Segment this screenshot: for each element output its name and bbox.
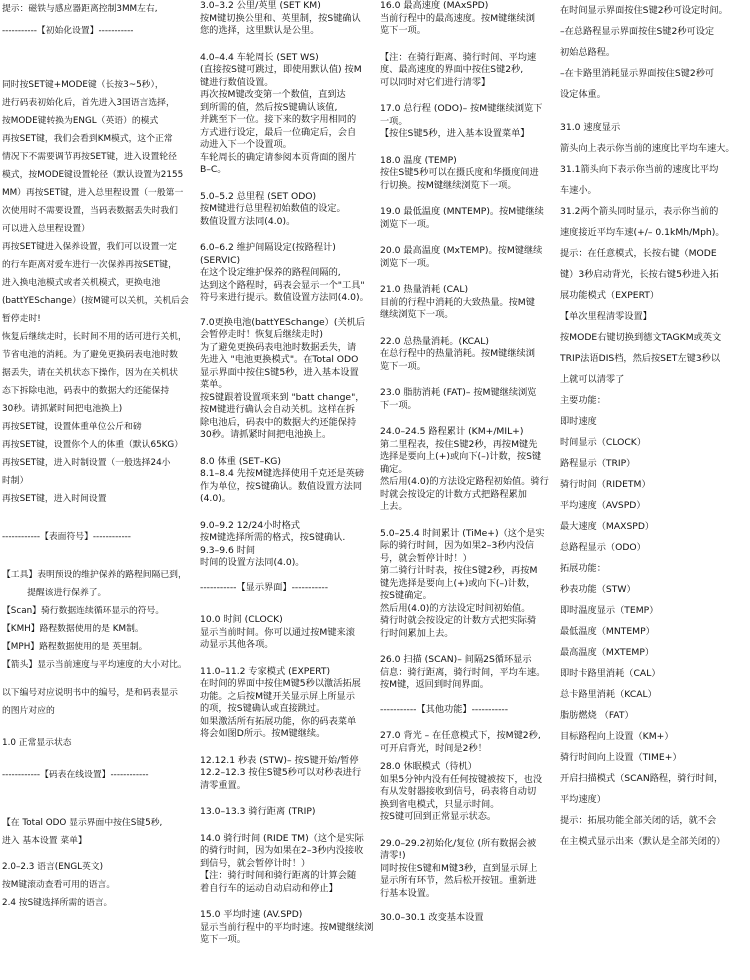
text-block: 21.0 热量消耗 (CAL) 目前的行程中消耗的大致热量。按M键 继续浏览下一项。 xyxy=(380,284,535,320)
text-block: 11.0–11.2 专家模式 (EXPERT) 在时间的界面中按住M键5秒以激活拓展 功能。之后按M键开关显示屏上所显示 的项，按S键确认或直接跳过。 如果激活所有拓展功能，你的码表菜单 将会如图D所示。按M键继续。 xyxy=(200,665,361,739)
text-block: 28.0 休眠模式（待机） 如果5分钟内没有任何按键被按下，也没 有从发射器接收到信号，码表将自动切 换到省电模式，只显示时间。 按S键可回到正常显示状态。 xyxy=(380,761,543,822)
text-block: 30.0–30.1 改变基本设置 xyxy=(380,912,484,923)
text-block: 【在 Total ODO 显示界面中按住S键5秒, 进入 基本设置 菜单】 xyxy=(2,818,163,846)
text-block: 在时间显示界面按住S键2秒可设定时间。 –在总路程显示界面按住S键2秒可设定 初始总路程。 –在卡路里消耗显示界面按住S键2秒可 设定体重。 xyxy=(560,5,728,100)
text-block: 22.0 总热量消耗。(KCAL) 在总行程中的热量消耗。按M键继续浏 览下一项。 xyxy=(380,335,535,372)
text-block: 14.0 骑行时间 (RIDE TM)（这个是实际 的骑行时间，因为如果在2–3秒内没接收 到信号，就会暂停计时！） 【注：骑行时间和骑行距离的计算会随 着自行车的运动自动启动和停止】 xyxy=(200,832,364,894)
text-block: 13.0–13.3 骑行距离 (TRIP) xyxy=(200,806,316,817)
text-block: 5.0–25.4 时间累计 (TiMe+)（这个是实 际的骑行时间，因为如果2–3秒内没信 号，就会暂停计时！） 第二骑行计时表，按住S键2秒，再按M 键先选择是要向上(+)或向下(–)计数， 按S键确定。 然后用(4.0)的方法设定时间初始值。 骑行时就会按设定的计数方式把实际骑 行时间累加上去。 xyxy=(380,527,545,639)
text-block: 19.0 最低温度 (MNTEMP)。按M键继续 浏览下一项。 xyxy=(380,206,544,230)
text-block: 29.0–29.2初始化/复位 (所有数据会被 清零!) 同时按住S键和M键3秒，直到显示屏上 显示所有环节，然后松开按钮。重新进 行基本设置。 xyxy=(380,837,538,899)
text-block: 【单次里程清零设置】 按MODE右键切换到德文TAGKM或英文 TRIP法语DIS档，然后按SET左键3秒以 上就可以清零了 主要功能： 即时速度 时间显示（CLOCK） 路程显示（TRIP） 骑行时间（RIDETM） 平均速度（AVSPD） 最大速度（MAXSPD） 总路程显示（ODO） 拓展功能： 秒表功能（STW） 即时温度显示（TEMP） 最低温度（MNTEMP） 最高温度（MXTEMP） 即时卡路里消耗（CAL） 总卡路里消耗（KCAL） 脂肪燃烧 （FAT） 目标路程向上设置（KM+） 骑行时间向上设置（TIME+） 开启扫描模式（SCAN路程，骑行时间， 平均速度） 提示：拓展功能全部关闭的话，就不会 在主模式显示出来（默认是全部关闭的） xyxy=(560,311,726,847)
text-block: 【工具】表明预设的维护保养的路程间隔已到， 提醒该进行保养了。 【Scan】骑行数据连续循环显示的符号。 【KMH】路程数据使用的是 KM制。 【MPH】路程数据使用的是 英里制。 【箭头】显示当前速度与平均速度的大小对比。 xyxy=(2,570,187,670)
text-block: 23.0 脂肪消耗 (FAT)– 按M键继续浏览 下一项。 xyxy=(380,387,537,411)
text-block: 15.0 平均时速 (AV.SPD) 显示当前行程中的平均时速。按M键继续浏 览下一项。 xyxy=(200,909,374,945)
text-block: 16.0 最高速度 (MAxSPD) 当前行程中的最高速度。按M键继续浏 览下一项。 xyxy=(380,0,535,36)
text-block: 26.0 扫描 (SCAN)– 间隔2S循环显示 信息：骑行距离，骑行时间，平均车速。 按M键，返回到时间界面。 xyxy=(380,654,546,690)
text-block: 20.0 最高温度 (MxTEMP)。按M键继续 浏览下一项。 xyxy=(380,245,543,269)
text-block: 4.0–4.4 车轮周长 (SET WS) (直接按S键可跳过，即使用默认值) 按M 键进行数值设置。 再次按M键改变第一个数值，直到达 到所需的值，然后按S键确认该值, 并跳至下一位。接下来的数字用相同的 方式进行设定，最后一位确定后，会自 动进入下一个设置项。 车轮周长的确定请参阅本页背面的图片 B–C。 xyxy=(200,51,362,175)
text-block: 24.0–24.5 路程累计 (KM+/MIL+) 第二里程表，按住S键2秒，再按M键先 选择是要向上(+)或向下(–)计数，按S键 确定。 然后用(4.0)的方法设定路程初始值。骑行 时就会按设定的计数方式把路程累加 上去。 xyxy=(380,426,549,512)
text-block: 7.0更换电池(battYESchange）(关机后 会暂停走时！恢复后继续走时) 为了避免更换码表电池时数据丢失，请 先进入 "电池更换模式"。在Total ODO 显示界面中按住S键5秒，进入基本设置 菜单。 按S键跟着设置项来到 "batt change"， 按M键进行确认会自动关机。这样在拆 除电池后，码表中的数据大约还能保持 30秒。请抓紧时间把电池换上。 xyxy=(200,316,366,440)
column-1 xyxy=(2,0,196,980)
text-block: 27.0 背光 – 在任意模式下，按M键2秒, 可开启背光，时间是2秒！ xyxy=(380,730,541,754)
text-block: 提示：磁铁与感应器距离控制3MM左右, xyxy=(2,4,158,14)
column-4 xyxy=(560,0,748,980)
text-block: 6.0–6.2 维护间隔设定(按路程计) (SERVIC) 在这个设定维护保养的路程间隔的, 达到这个路程时，码表会显示一个"工具" 符号来进行提示。数值设置方法同(4.0)。 xyxy=(200,242,369,303)
text-block: 以下编号对应说明书中的编号，是和码表显示 的图片对应的 xyxy=(2,688,178,716)
section-divider-online: ------------【码表在线设置】------------ xyxy=(2,770,149,780)
text-block: 12.12.1 秒表 (STW)– 按S键开始/暂停 12.2–12.3 按住S键5秒可以对秒表进行 清零重置。 xyxy=(200,754,362,791)
text-block: 17.0 总行程 (ODO)– 按M键继续浏览下 一项。 【按住S键5秒，进入基本设置菜单】 xyxy=(380,103,543,139)
text-block: 同时按SET键+MODE键（长按3~5秒）， 进行码表初始化后，首先进入3国语言选择， 按MODE键转换为ENGL（英语）的模式 再按SET键，我们会看到KM模式，这个正常 情况下不需要调节再按SET键，进入设置轮径 模式，按MODE键设置轮径（默认设置为2155 MM）再按SET键，进入总里程设置（一般第一 次使用时不需要设置，当码表数据丢失时我们 可以进入总里程设置） 再按SET键进入保养设置，我们可以设置一定 的行车距离对爱车进行一次保养再按SET键， 进入换电池模式或者关机模式，更换电池 (battYESchange）(按M键可以关机，关机后会 暂停走时! 恢复后继续走时，长时间不用的话可进行关机， 节省电池的消耗。为了避免更换码表电池时数 据丢失，请在关机状态下操作，因为在关机状 态下拆除电池，码表中的数据大约还能保持 30秒。请抓紧时间把电池换上) 再按SET键，设置体重单位公斤和磅 再按SET键，设置你个人的体重（默认65KG） 再按SET键，进入时制设置（一般选择24小 时制） 再按SET键，进入时间设置 xyxy=(2,80,189,504)
text-block: 18.0 温度 (TEMP) 按住S键5秒可以在摄氏度和华摄度间进 行切换。按M键继续浏览下一项。 xyxy=(380,154,539,191)
text-block: 【注：在骑行距离、骑行时间、平均速 度、最高速度的界面中按住S键2秒, 可以同时对它们进行清零】 xyxy=(380,51,537,88)
column-3 xyxy=(380,0,556,980)
section-divider-other: -----------【其他功能】----------- xyxy=(380,703,509,715)
text-block: 31.0 速度显示 箭头向上表示你当前的速度比平均车速大。 31.1箭头向下表示你当前的速度比平均 车速小。 31.2两个箭头同时显示，表示你当前的 速度接近平均车速(+/– 0.1kMh/Mph)。 提示：在任意模式，长按右键（MODE 键）3秒启动背光，长按右键5秒进入拓 展功能模式（EXPERT） xyxy=(560,122,735,301)
section-divider-symbols: ------------【表面符号】------------ xyxy=(2,532,131,542)
text-block: 3.0–3.2 公里/英里 (SET KM) 按M键切换公里和、英里制，按S键确认 您的选择，这里默认是公里。 xyxy=(200,0,361,36)
section-divider-display: -----------【显示界面】----------- xyxy=(200,581,329,593)
section-divider-init: -----------【初始化设置】----------- xyxy=(2,26,134,36)
text-block: 2.0–2.3 语言(ENGL英文) 按M键滚动查看可用的语言。 2.4 按S键选择所需的语言。 xyxy=(2,862,116,908)
text-block: 5.0–5.2 总里程 (SET ODO) 按M键进行总里程初始数值的设定。 数值设置方法同(4.0)。 xyxy=(200,190,346,227)
text-block: 1.0 正常显示状态 xyxy=(2,738,72,748)
text-block: 9.0–9.2 12/24小时格式 按M键选择所需的格式，按S键确认. 9.3–9.6 时间 时间的设置方法同(4.0)。 xyxy=(200,519,346,568)
column-2 xyxy=(200,0,376,980)
text-block: 8.0 体重 (SET–KG) 8.1–8.4 先按M键选择使用千克还是英磅 作为单位，按S键确认。数值设置方法同 (4.0)。 xyxy=(200,455,365,504)
text-block: 10.0 时间 (CLOCK) 显示当前时间。你可以通过按M键来滚 动显示其他各项。 xyxy=(200,614,355,650)
